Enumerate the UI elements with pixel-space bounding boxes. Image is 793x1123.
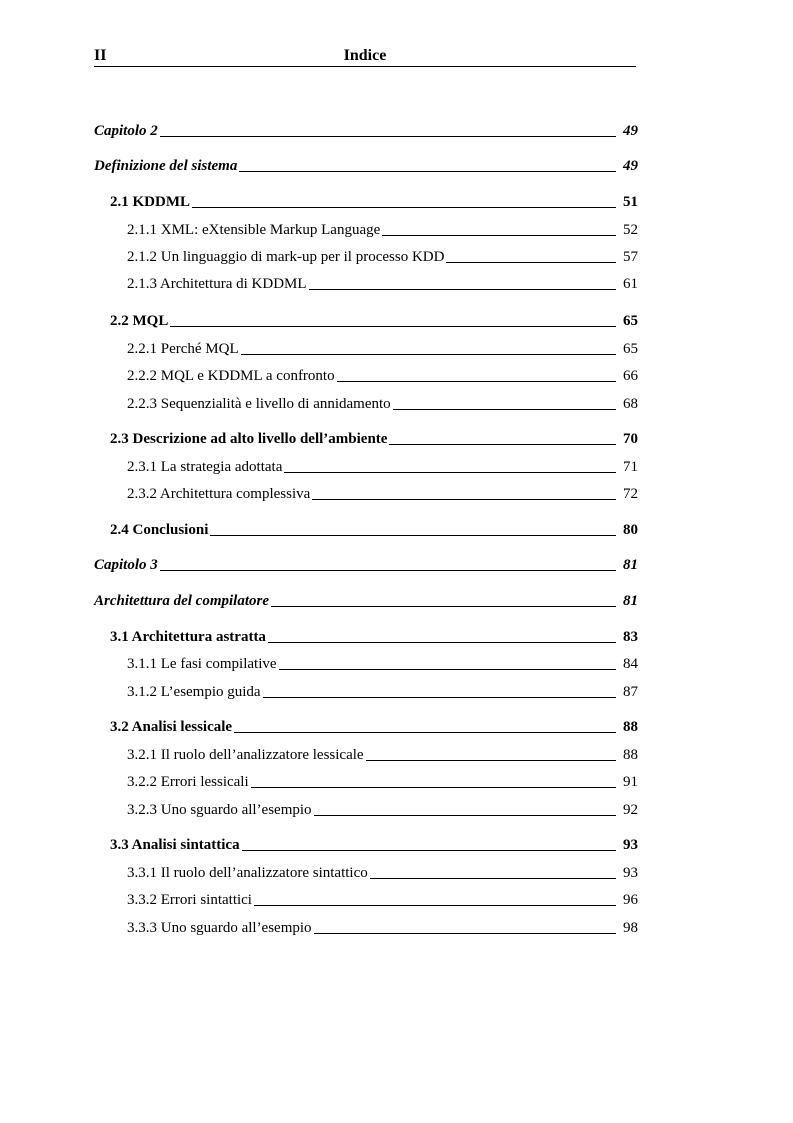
toc-entry-title: 3.3.3 Uno sguardo all’esempio <box>127 920 312 936</box>
toc-entry-title: 3.1.2 L’esempio guida <box>127 684 261 700</box>
toc-leader <box>239 171 616 172</box>
toc-entry-title: 3.2.2 Errori lessicali <box>127 774 249 790</box>
toc-leader <box>251 787 616 788</box>
toc-entry-section[interactable] <box>110 716 638 736</box>
toc-page-number: 49 <box>623 158 638 174</box>
toc-page-number: 57 <box>623 249 638 265</box>
toc-entry-section[interactable] <box>110 191 638 211</box>
toc-entry-title: 3.3 Analisi sintattica <box>110 837 240 853</box>
toc-entry-title: 2.3.1 La strategia adottata <box>127 459 283 475</box>
toc-page-number: 93 <box>623 837 638 853</box>
toc-entry-subsection[interactable] <box>127 799 638 819</box>
toc-leader <box>210 535 616 536</box>
toc-leader <box>312 499 616 500</box>
toc-entry-title: 2.4 Conclusioni <box>110 522 209 538</box>
toc-page-number: 72 <box>623 486 638 502</box>
toc-entry-title: Capitolo 3 <box>94 557 158 573</box>
toc-leader <box>382 235 616 236</box>
toc-entry-title: 3.2 Analisi lessicale <box>110 719 233 735</box>
toc-entry-title: 2.2.1 Perché MQL <box>127 341 239 357</box>
toc-leader <box>393 409 616 410</box>
toc-page-number: 80 <box>623 522 638 538</box>
toc-leader <box>314 933 616 934</box>
toc-leader <box>284 472 616 473</box>
toc-page-number: 49 <box>623 123 638 139</box>
toc-entry-title: 3.2.3 Uno sguardo all’esempio <box>127 802 312 818</box>
toc-entry-title: 2.1.3 Architettura di KDDML <box>127 276 307 292</box>
toc-leader <box>271 606 616 607</box>
toc-entry-title: 2.1 KDDML <box>110 194 190 210</box>
toc-entry-subsection[interactable] <box>127 483 638 503</box>
toc-entry-title: 3.1 Architettura astratta <box>110 629 266 645</box>
toc-entry-subsection[interactable] <box>127 338 638 358</box>
toc-entry-title: 3.3.1 Il ruolo dell’analizzatore sintattico <box>127 865 368 881</box>
toc-leader <box>170 326 616 327</box>
toc-entry-title: 3.2.1 Il ruolo dell’analizzatore lessicale <box>127 747 364 763</box>
toc-leader <box>446 262 616 263</box>
toc-entry-title: 2.2.2 MQL e KDDML a confronto <box>127 368 335 384</box>
toc-entry-chapter[interactable] <box>94 590 638 610</box>
toc-entry-title: 2.3.2 Architettura complessiva <box>127 486 311 502</box>
toc-entry-subsection[interactable] <box>127 862 638 882</box>
toc-leader <box>160 136 616 137</box>
toc-entry-subsection[interactable] <box>127 917 638 937</box>
toc-entry-title: 2.3 Descrizione ad alto livello dell’ambiente <box>110 431 388 447</box>
toc-leader <box>268 642 616 643</box>
toc-page-number: 96 <box>623 892 638 908</box>
toc-leader <box>370 878 616 879</box>
toc-entry-subsection[interactable] <box>127 219 638 239</box>
header-title: Indice <box>343 47 387 64</box>
toc-entry-section[interactable] <box>110 428 638 448</box>
toc-entry-section[interactable] <box>110 519 638 539</box>
toc-entry-subsection[interactable] <box>127 273 638 293</box>
toc-page-number: 84 <box>623 656 638 672</box>
toc-page-number: 87 <box>623 684 638 700</box>
toc-page-number: 98 <box>623 920 638 936</box>
toc-entry-title: 2.1.1 XML: eXtensible Markup Language <box>127 222 381 238</box>
page-header <box>94 47 636 67</box>
toc-page-number: 88 <box>623 719 638 735</box>
toc-leader <box>241 354 616 355</box>
toc-entry-subsection[interactable] <box>127 889 638 909</box>
toc-leader <box>279 669 616 670</box>
toc-entry-title: 2.1.2 Un linguaggio di mark-up per il processo KDD <box>127 249 445 265</box>
toc-leader <box>389 444 616 445</box>
toc-page-number: 61 <box>623 276 638 292</box>
toc-entry-subsection[interactable] <box>127 681 638 701</box>
toc-page-number: 66 <box>623 368 638 384</box>
toc-entry-title: Architettura del compilatore <box>94 593 269 609</box>
toc-entry-chapter[interactable] <box>94 554 638 574</box>
toc-leader <box>192 207 616 208</box>
toc-leader <box>234 732 616 733</box>
toc-entry-chapter[interactable] <box>94 120 638 140</box>
toc-page-number: 71 <box>623 459 638 475</box>
toc-page-number: 93 <box>623 865 638 881</box>
toc-leader <box>337 381 616 382</box>
toc-entry-title: Capitolo 2 <box>94 123 158 139</box>
toc-entry-section[interactable] <box>110 834 638 854</box>
toc-entry-title: Definizione del sistema <box>94 158 238 174</box>
toc-entry-subsection[interactable] <box>127 771 638 791</box>
toc-page-number: 52 <box>623 222 638 238</box>
toc-entry-subsection[interactable] <box>127 246 638 266</box>
toc-entry-title: 3.3.2 Errori sintattici <box>127 892 252 908</box>
toc-page-number: 81 <box>623 557 638 573</box>
toc-leader <box>242 850 616 851</box>
toc-page-number: 51 <box>623 194 638 210</box>
toc-entry-subsection[interactable] <box>127 653 638 673</box>
toc-entry-title: 3.1.1 Le fasi compilative <box>127 656 277 672</box>
toc-entry-subsection[interactable] <box>127 393 638 413</box>
toc-page-number: 70 <box>623 431 638 447</box>
toc-entry-title: 2.2 MQL <box>110 313 169 329</box>
toc-leader <box>160 570 616 571</box>
toc-entry-subsection[interactable] <box>127 456 638 476</box>
toc-page-number: 65 <box>623 313 638 329</box>
toc-page-number: 83 <box>623 629 638 645</box>
toc-entry-subsection[interactable] <box>127 744 638 764</box>
toc-entry-subsection[interactable] <box>127 365 638 385</box>
toc-leader <box>314 815 616 816</box>
toc-page-number: 92 <box>623 802 638 818</box>
toc-leader <box>309 289 616 290</box>
toc-page-number: 65 <box>623 341 638 357</box>
toc-page-number: 91 <box>623 774 638 790</box>
toc-page-number: 88 <box>623 747 638 763</box>
toc-page-number: 81 <box>623 593 638 609</box>
toc-leader <box>366 760 616 761</box>
toc-entry-chapter[interactable] <box>94 155 638 175</box>
toc-entry-title: 2.2.3 Sequenzialità e livello di annidamento <box>127 396 391 412</box>
toc-page-number: 68 <box>623 396 638 412</box>
toc-leader <box>254 905 616 906</box>
toc-leader <box>263 697 616 698</box>
toc-entry-section[interactable] <box>110 310 638 330</box>
page-number: II <box>94 47 107 64</box>
toc-entry-section[interactable] <box>110 626 638 646</box>
